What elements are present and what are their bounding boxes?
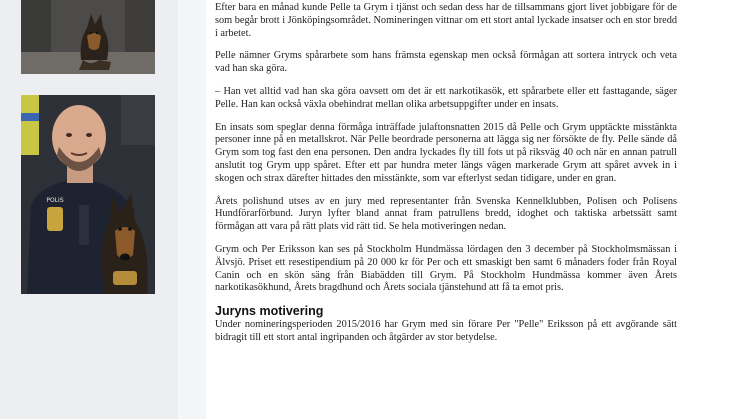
article-paragraph: – Han vet alltid vad han ska göra oavsett om det är ett narkotikasök, ett spårarbete eller ett fasttagande, säger Pelle. Han kan också växla obehindrat mellan olika arbetsuppgifter under en insats. [215,85,677,110]
article-body [215,2,677,355]
badge-label: POLIS [46,197,64,204]
article-paragraph: Grym och Per Eriksson kan ses på Stockholm Hundmässa lördagen den 3 december på Stockholmsmässan i Älvsjö. Priset ett resestipendium på 20 000 kr för Per och ett smaskigt ben samt 6 månaders foder från Royal Canin och en skön säng från Biabädden till Grym. På Stockholm Hundmässa kommer även Årets narkotikasökhund, Årets bragdhund och Årets sociala tjänstehund att få ta emot pris. [215,243,677,294]
motivation-paragraph: Under nomineringsperioden 2015/2016 har Grym med sin förare Per "Pelle" Eriksson på ett avgörande sätt bidragit till ett stort antal ingripanden och åtgärder av stor betydelse. [215,318,677,343]
dog-photo [21,0,155,74]
officer-with-dog-photo [21,95,155,294]
margin-strip [178,0,206,419]
article-paragraph: Pelle nämner Gryms spårarbete som hans främsta egenskap men också förmågan att sortera intryck och veta vad han ska göra. [215,50,677,75]
section-heading: Juryns motivering [215,304,324,319]
photo-column [0,0,178,419]
article-paragraph: Efter bara en månad kunde Pelle ta Grym i tjänst och sedan dess har de tillsammans gjort livet jobbigare för de som begår brott i Jönköpingsområdet. Nomineringen vittnar om ett stort antal lyckade insatser och en stor bredd i arbetet. [215,2,677,39]
article-paragraph: En insats som speglar denna förmåga inträffade julaftonsnatten 2015 då Pelle och Grym upptäckte misstänkta personer inne på en metallskrot. När Pelle beordrade personerna att lägga sig ner försökte de fly. Pelle sände då Grym som tog fast den ena personen. Den andra lyckades fly till fots ut på riksväg 40 och när en annan patrull anslutit tog Grym upp spåret. Efter ett par hundra meter längs vägen markerade Grym att spåret avvek in i skogen och strax därefter hittades den misstänkte, som var efterlyst sedan tidigare, under en gran. [215,121,677,184]
article-paragraph: Årets polishund utses av en jury med representanter från Svenska Kennelklubben, Polisen och Polisens Hundförarförbund. Juryn lyfter bland annat fram patrullens bredd, idoghet och taktiska arbetssätt samt förmågan att vara på rätt plats vid rätt tid. Se hela motiveringen nedan. [215,195,677,233]
